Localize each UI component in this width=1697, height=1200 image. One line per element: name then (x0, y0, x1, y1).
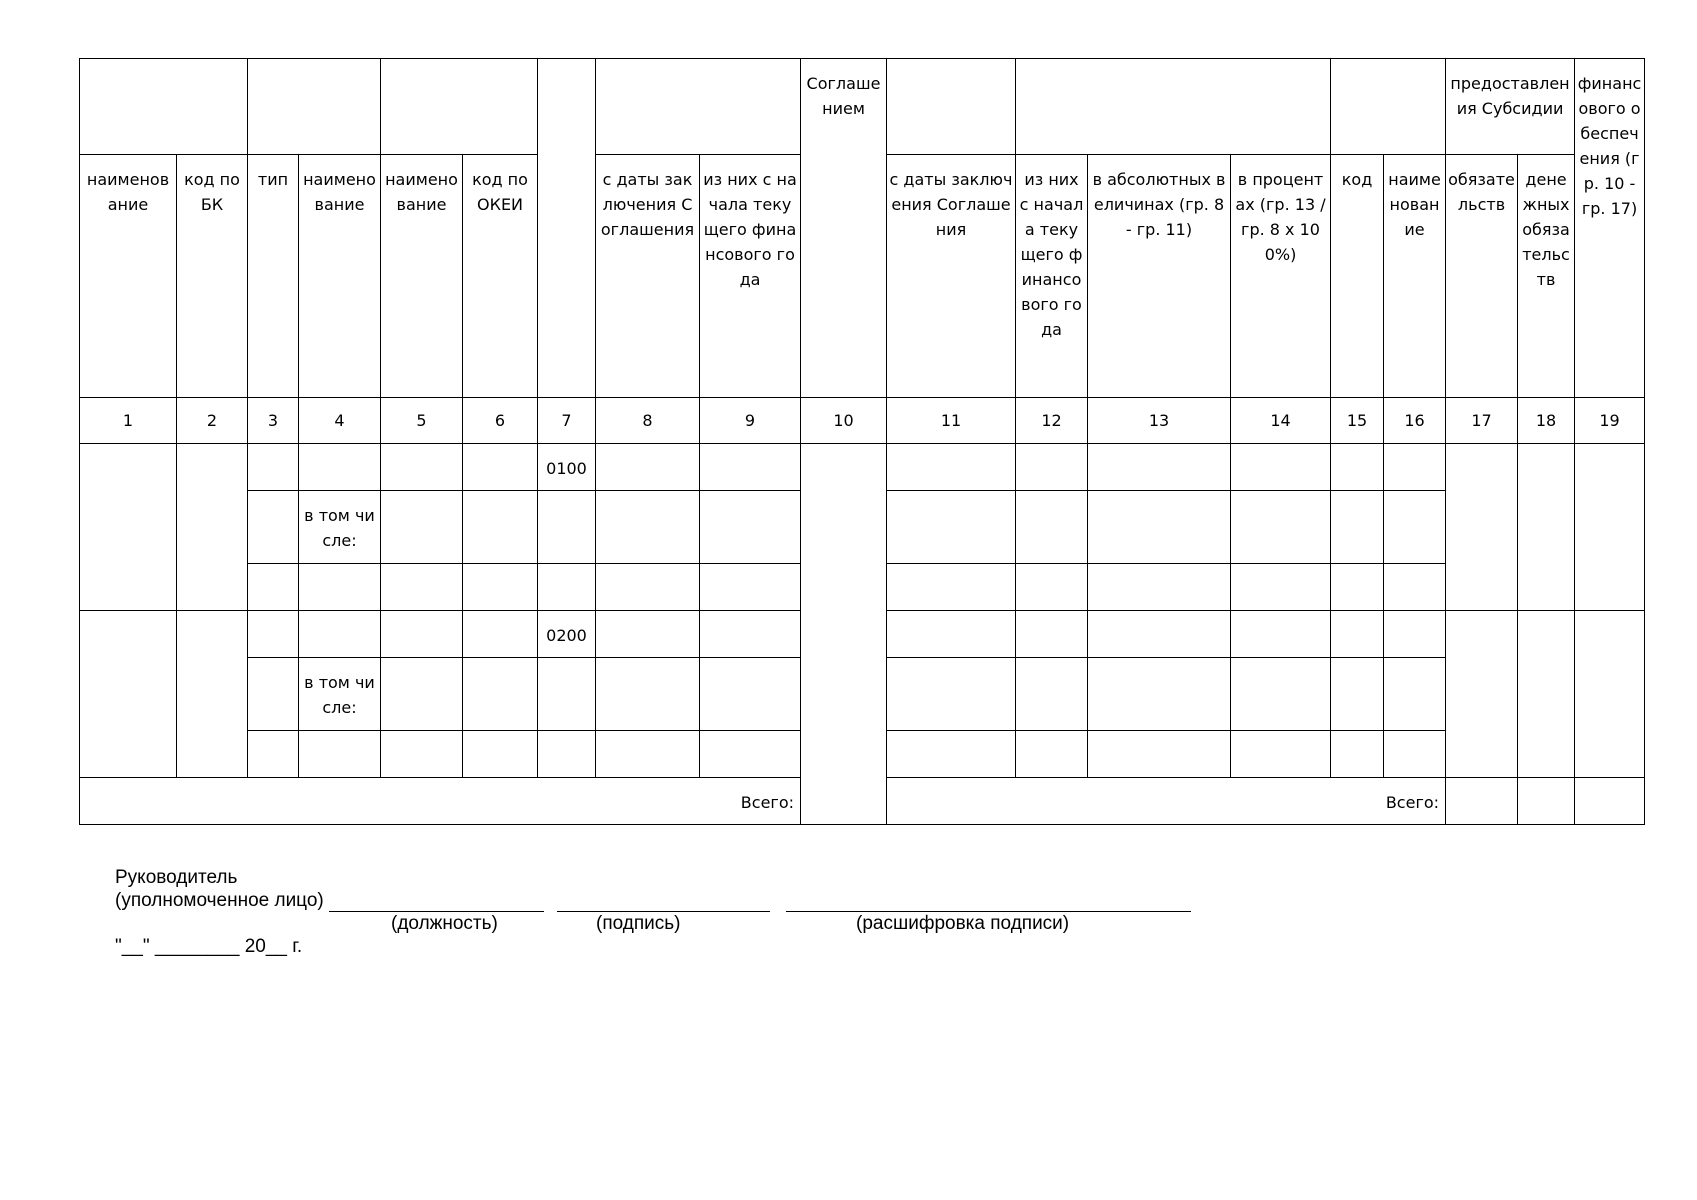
column-number: 4 (299, 398, 381, 444)
table-cell[interactable] (1088, 564, 1231, 611)
table-cell[interactable] (887, 611, 1016, 658)
column-number: 9 (700, 398, 801, 444)
table-cell[interactable] (1231, 564, 1331, 611)
table-cell[interactable] (463, 658, 538, 731)
position-caption: (должность) (391, 913, 498, 934)
header-col-15: код (1331, 155, 1384, 398)
table-cell[interactable] (1446, 444, 1518, 611)
table-cell[interactable] (1231, 491, 1331, 564)
header-col-10: Соглашением (801, 59, 887, 398)
table-cell[interactable] (1016, 444, 1088, 491)
header-col-11: с даты заключения Соглашения (887, 155, 1016, 398)
table-cell[interactable] (1016, 731, 1088, 778)
table-cell[interactable] (248, 731, 299, 778)
total-cell[interactable] (1575, 778, 1645, 825)
table-cell[interactable] (538, 731, 596, 778)
table-cell[interactable] (1518, 611, 1575, 778)
date-line: "__" ________ 20__ г. (115, 936, 303, 957)
header-col-19: финансового обеспечения (гр. 10 - гр. 17) (1575, 59, 1645, 398)
table-cell[interactable] (1331, 731, 1384, 778)
header-col-12: из них с начала текущего финансового года (1016, 155, 1088, 398)
table-cell[interactable] (596, 611, 700, 658)
column-number: 6 (463, 398, 538, 444)
table-cell[interactable] (801, 444, 887, 825)
table-cell[interactable] (596, 731, 700, 778)
table-cell[interactable] (1384, 444, 1446, 491)
table-cell[interactable] (700, 491, 801, 564)
table-cell[interactable] (1331, 611, 1384, 658)
column-number: 17 (1446, 398, 1518, 444)
header-cell (381, 59, 538, 155)
report-table (79, 58, 1645, 825)
table-cell[interactable] (1575, 444, 1645, 611)
table-cell[interactable] (248, 611, 299, 658)
total-cell[interactable] (1518, 778, 1575, 825)
table-cell[interactable] (248, 444, 299, 491)
header-col-17-18: предоставления Субсидии (1446, 59, 1575, 155)
header-cell (1331, 59, 1446, 155)
header-col-6: код по ОКЕИ (463, 155, 538, 398)
table-cell[interactable] (177, 444, 248, 611)
signature-block (115, 866, 1191, 958)
column-number: 11 (887, 398, 1016, 444)
header-col-16: наименование (1384, 155, 1446, 398)
table-cell[interactable] (248, 564, 299, 611)
signature-decoding-field[interactable] (786, 892, 1191, 912)
header-cell (538, 59, 596, 398)
column-number: 7 (538, 398, 596, 444)
table-cell[interactable] (381, 731, 463, 778)
table-cell[interactable] (1384, 564, 1446, 611)
table-cell[interactable] (1331, 658, 1384, 731)
header-col-3: тип (248, 155, 299, 398)
decoding-caption: (расшифровка подписи) (856, 913, 1070, 934)
table-cell[interactable] (1088, 731, 1231, 778)
table-cell[interactable] (1331, 444, 1384, 491)
table-cell[interactable] (299, 611, 381, 658)
table-cell[interactable] (596, 658, 700, 731)
table-cell[interactable] (80, 444, 177, 611)
including-label: в том числе: (299, 658, 381, 731)
table-cell[interactable] (1446, 611, 1518, 778)
table-cell[interactable] (299, 444, 381, 491)
column-number: 8 (596, 398, 700, 444)
table-cell[interactable] (1575, 611, 1645, 778)
column-number: 2 (177, 398, 248, 444)
header-col-4: наименование (299, 155, 381, 398)
table-cell[interactable] (700, 444, 801, 491)
header-cell (1016, 59, 1331, 155)
column-number: 15 (1331, 398, 1384, 444)
signatory-subrole: (уполномоченное лицо) (115, 890, 324, 911)
table-cell[interactable] (1088, 491, 1231, 564)
table-cell[interactable] (700, 731, 801, 778)
header-row-top (80, 59, 1645, 155)
table-cell[interactable] (1016, 564, 1088, 611)
table-cell[interactable] (463, 491, 538, 564)
header-cell (80, 59, 248, 155)
header-cell (887, 59, 1016, 155)
column-number: 10 (801, 398, 887, 444)
table-cell[interactable] (1016, 491, 1088, 564)
table-cell[interactable] (248, 491, 299, 564)
column-number: 18 (1518, 398, 1575, 444)
table-cell[interactable] (177, 611, 248, 778)
position-field[interactable] (329, 892, 544, 912)
signature-caption: (подпись) (596, 913, 681, 934)
column-number-row (80, 398, 1645, 444)
table-cell[interactable] (1016, 658, 1088, 731)
column-number: 14 (1231, 398, 1331, 444)
table-cell[interactable] (248, 658, 299, 731)
table-cell[interactable] (1384, 611, 1446, 658)
table-cell[interactable] (1384, 491, 1446, 564)
column-number: 12 (1016, 398, 1088, 444)
table-cell[interactable] (1231, 611, 1331, 658)
table-cell[interactable] (1231, 731, 1331, 778)
table-cell[interactable] (1088, 611, 1231, 658)
row-code: 0200 (538, 611, 596, 658)
table-cell[interactable] (1088, 658, 1231, 731)
table-cell[interactable] (1016, 611, 1088, 658)
header-col-18: денежных обязательств (1518, 155, 1575, 398)
header-col-1: наименование (80, 155, 177, 398)
header-cell (596, 59, 801, 155)
table-cell[interactable] (1331, 491, 1384, 564)
table-cell[interactable] (381, 611, 463, 658)
table-cell[interactable] (463, 731, 538, 778)
table-cell[interactable] (1231, 658, 1331, 731)
column-number: 5 (381, 398, 463, 444)
table-cell[interactable] (381, 444, 463, 491)
table-cell[interactable] (80, 611, 177, 778)
table-cell[interactable] (700, 564, 801, 611)
table-cell[interactable] (381, 564, 463, 611)
column-number: 1 (80, 398, 177, 444)
table-cell[interactable] (596, 444, 700, 491)
table-row (80, 444, 1645, 491)
table-cell[interactable] (1088, 444, 1231, 491)
table-cell[interactable] (463, 444, 538, 491)
table-cell[interactable] (596, 491, 700, 564)
table-cell[interactable] (700, 658, 801, 731)
total-label-left: Всего: (80, 778, 801, 825)
column-number: 13 (1088, 398, 1231, 444)
table-cell[interactable] (299, 564, 381, 611)
table-cell[interactable] (1384, 658, 1446, 731)
including-label: в том числе: (299, 491, 381, 564)
column-number: 16 (1384, 398, 1446, 444)
signatory-line (115, 889, 1191, 912)
header-cell (248, 59, 381, 155)
row-code: 0100 (538, 444, 596, 491)
table-cell[interactable] (700, 611, 801, 658)
header-col-2: код по БК (177, 155, 248, 398)
table-cell[interactable] (538, 658, 596, 731)
total-label-right: Всего: (887, 778, 1446, 825)
table-cell[interactable] (1384, 731, 1446, 778)
table-cell[interactable] (887, 731, 1016, 778)
table-cell[interactable] (1231, 444, 1331, 491)
table-cell[interactable] (887, 444, 1016, 491)
table-cell[interactable] (381, 491, 463, 564)
header-col-8: с даты заключения Соглашения (596, 155, 700, 398)
table-cell[interactable] (381, 658, 463, 731)
table-cell[interactable] (1331, 564, 1384, 611)
table-cell[interactable] (887, 564, 1016, 611)
header-col-9: из них с начала текущего финансового года (700, 155, 801, 398)
header-col-13: в абсолютных величинах (гр. 8 - гр. 11) (1088, 155, 1231, 398)
table-cell[interactable] (299, 731, 381, 778)
table-cell[interactable] (887, 658, 1016, 731)
header-col-17: обязательств (1446, 155, 1518, 398)
table-cell[interactable] (887, 491, 1016, 564)
table-cell[interactable] (596, 564, 700, 611)
caption-row (115, 912, 1191, 935)
column-number: 3 (248, 398, 299, 444)
signatory-role: Руководитель (115, 867, 238, 888)
table-cell[interactable] (1518, 444, 1575, 611)
header-col-14: в процентах (гр. 13 / гр. 8 x 100%) (1231, 155, 1331, 398)
column-number: 19 (1575, 398, 1645, 444)
header-col-5: наименование (381, 155, 463, 398)
table-cell[interactable] (463, 611, 538, 658)
signature-field[interactable] (557, 892, 770, 912)
table-cell[interactable] (538, 491, 596, 564)
table-cell[interactable] (463, 564, 538, 611)
table-cell[interactable] (538, 564, 596, 611)
total-cell[interactable] (1446, 778, 1518, 825)
